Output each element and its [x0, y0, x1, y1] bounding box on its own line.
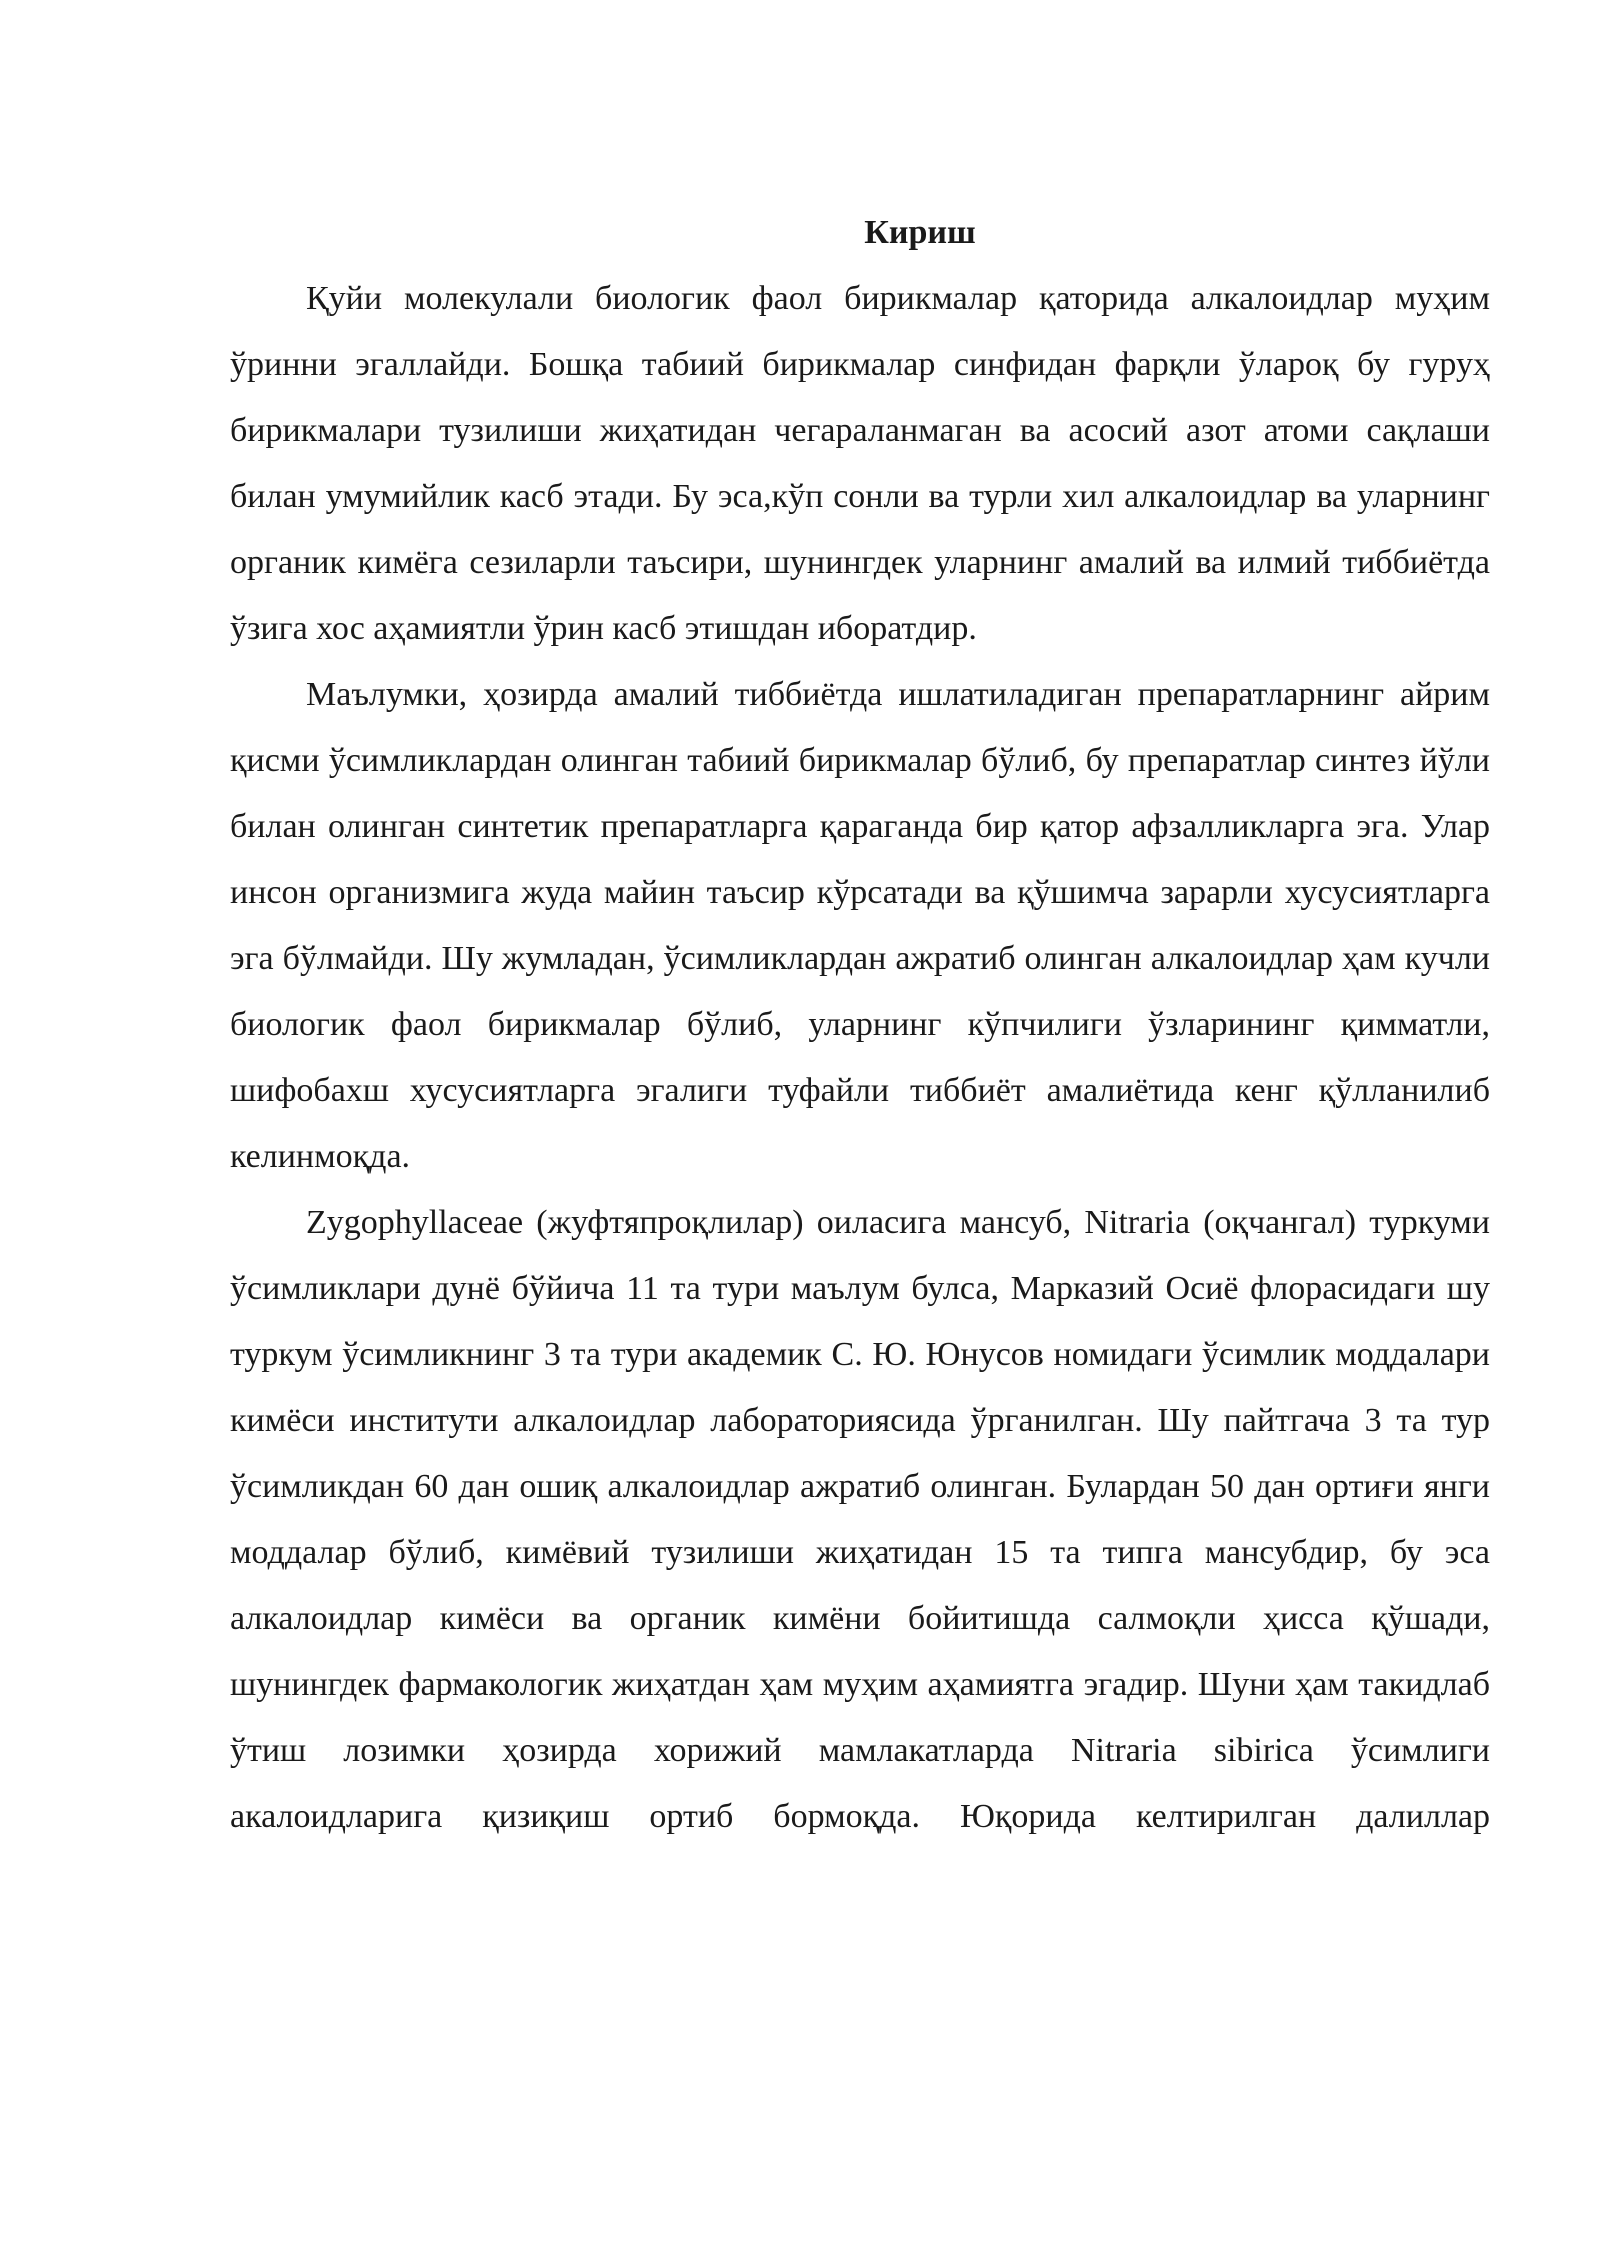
page-title: Кириш — [864, 214, 976, 251]
paragraph-1: Қуйи молекулали биологик фаол бирикмалар қаторида алкалоидлар муҳим ўринни эгаллайди. Бошқа табиий бирикмалар синфидан фарқли ўлароқ бу гуруҳ бирикмалари тузилиши жиҳатидан чегараланмаган ва асосий азот атоми сақлаши билан умумийлик касб этади. Бу эса,кўп сонли ва турли хил алкалоидлар ва уларнинг органик кимёга сезиларли таъсири, шунингдек уларнинг амалий ва илмий тиббиётда ўзига хос аҳамиятли ўрин касб этишдан иборатдир. — [230, 280, 1490, 647]
paragraph-2: Маълумки, ҳозирда амалий тиббиётда ишлатиладиган препаратларнинг айрим қисми ўсимликлардан олинган табиий бирикмалар бўлиб, бу препаратлар синтез йўли билан олинган синтетик препаратларга қараганда бир қатор афзалликларга эга. Улар инсон организмига жуда майин таъсир кўрсатади ва қўшимча зарарли хусусиятларга эга бўлмайди. Шу жумладан, ўсимликлардан ажратиб олинган алкалоидлар ҳам кучли биологик фаол бирикмалар бўлиб, уларнинг кўпчилиги ўзларининг қимматли, шифобахш хусусиятларга эгалиги туфайли тиббиёт амалиётида кенг қўлланилиб келинмоқда. — [230, 676, 1490, 1175]
paragraph-3: Zygophyllaceae (жуфтяпроқлилар) оиласига мансуб, Nitraria (оқчангал) туркуми ўсимликлари дунё бўйича 11 та тури маълум булса, Марказий Осиё флорасидаги шу туркум ўсимликнинг 3 та тури академик С. Ю. Юнусов номидаги ўсимлик моддалари кимёси институти алкалоидлар лабораториясида ўрганилган. Шу пайтгача 3 та тур ўсимликдан 60 дан ошиқ алкалоидлар ажратиб олинган. Булардан 50 дан ортиғи янги моддалар бўлиб, кимёвий тузилиши жиҳатидан 15 та типга мансубдир, бу эса алкалоидлар кимёси ва органик кимёни бойитишда салмоқли ҳисса қўшади, шунингдек фармакологик жиҳатдан ҳам муҳим аҳамиятга эгадир. Шуни ҳам такидлаб ўтиш лозимки ҳозирда хорижий мамлакатларда Nitraria sibirica ўсимлиги акалоидларига қизиқиш ортиб бормоқда. Юқорида келтирилган далиллар — [230, 1204, 1490, 1835]
document-body — [230, 200, 1490, 1850]
